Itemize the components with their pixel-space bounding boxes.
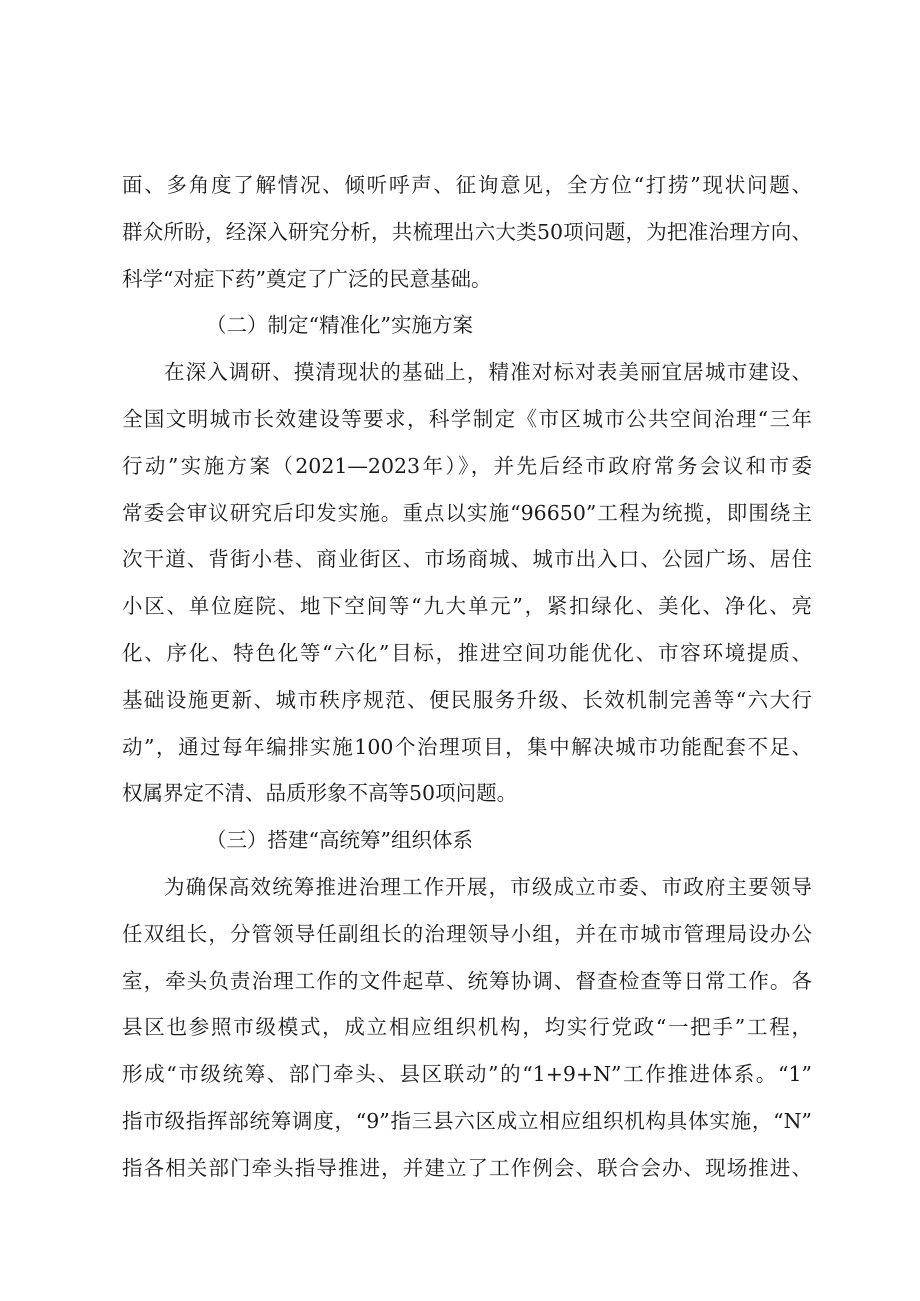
paragraph-line: 形成“市级统筹、部门牵头、县区联动”的“1+9+N”工作推进体系。“1”	[122, 1062, 812, 1087]
paragraph-line: 任双组长，分管领导任副组长的治理领导小组，并在市城市管理局设办公	[122, 921, 812, 946]
paragraph-line: 全国文明城市长效建设等要求，科学制定《市区城市公共空间治理“三年	[122, 406, 812, 431]
paragraph-line: 县区也参照市级模式，成立相应组织机构，均实行党政“一把手”工程，	[122, 1015, 812, 1040]
paragraph-line: 群众所盼，经深入研究分析，共梳理出六大类50项问题，为把准治理方向、	[122, 219, 812, 244]
paragraph-line: 小区、单位庭院、地下空间等“九大单元”，紧扣绿化、美化、净化、亮	[122, 594, 812, 619]
paragraph-line: 为确保高效统筹推进治理工作开展，市级成立市委、市政府主要领导	[164, 874, 812, 899]
paragraph-line: 权属界定不清、品质形象不高等50项问题。	[122, 781, 518, 806]
paragraph-line: 常委会审议研究后印发实施。重点以实施“96650”工程为统揽，即围绕主	[122, 500, 812, 525]
paragraph-line: 在深入调研、摸清现状的基础上，精准对标对表美丽宜居城市建设、	[164, 360, 812, 385]
paragraph-line: 化、序化、特色化等“六化”目标，推进空间功能优化、市容环境提质、	[122, 640, 812, 665]
paragraph-line: 科学“对症下药”奠定了广泛的民意基础。	[122, 266, 492, 291]
paragraph-line: 面、多角度了解情况、倾听呼声、征询意见，全方位“打捞”现状问题、	[122, 173, 812, 197]
paragraph-line: 指市级指挥部统筹调度，“9”指三县六区成立相应组织机构具体实施，“N”	[122, 1108, 812, 1133]
paragraph-line: 次干道、背街小巷、商业街区、市场商城、城市出入口、公园广场、居住	[122, 547, 812, 572]
paragraph-line: 室，牵头负责治理工作的文件起草、统筹协调、督查检查等日常工作。各	[122, 968, 812, 993]
paragraph-line: 动”，通过每年编排实施100个治理项目，集中解决城市功能配套不足、	[122, 734, 812, 759]
paragraph-line: 行动”实施方案（2021—2023年）》，并先后经市政府常务会议和市委	[122, 453, 812, 478]
document-body	[122, 162, 812, 1192]
section-heading: （三）搭建“高统筹”组织体系	[206, 828, 473, 853]
section-heading: （二）制定“精准化”实施方案	[206, 313, 473, 338]
paragraph-line: 指各相关部门牵头指导推进，并建立了工作例会、联合会办、现场推进、	[122, 1155, 812, 1180]
paragraph-line: 基础设施更新、城市秩序规范、便民服务升级、长效机制完善等“六大行	[122, 687, 812, 712]
